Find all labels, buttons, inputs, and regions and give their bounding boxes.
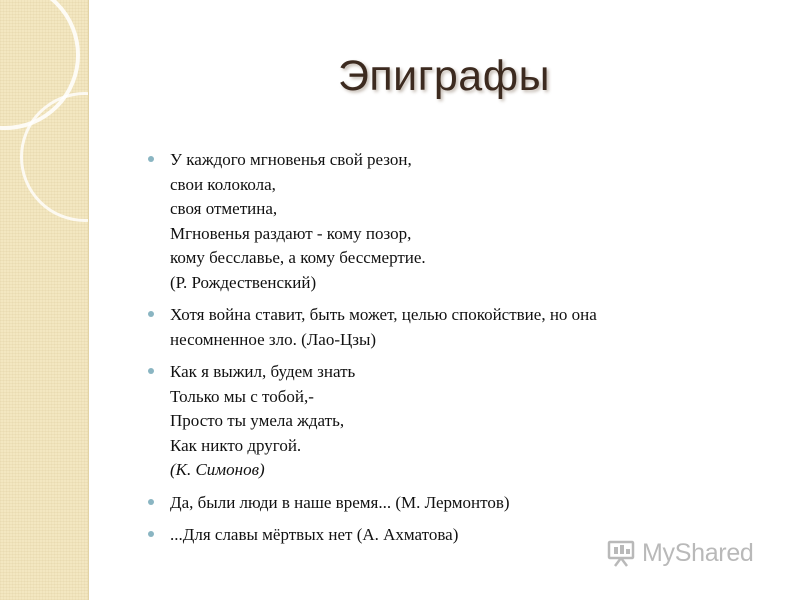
- quote-author: (Р. Рождественский): [170, 272, 317, 292]
- decorative-sidebar: [0, 0, 89, 600]
- bullet-dot-icon: [148, 531, 154, 537]
- quote-line: Хотя война ставит, быть может, целью спокойствие, но она: [170, 305, 597, 324]
- epigraph-item-simonov: [148, 360, 758, 483]
- quote-line: Как никто другой.: [170, 435, 302, 455]
- presentation-board-icon: [606, 538, 636, 568]
- quote-line: Только мы с тобой,-: [170, 386, 314, 406]
- slide-title: Эпиграфы: [337, 52, 550, 100]
- epigraph-item-rozhdestvensky: [148, 148, 758, 295]
- bullet-dot-icon: [148, 499, 154, 505]
- quote-line: Как я выжил, будем знать: [170, 362, 356, 381]
- epigraph-item-lermontov: [148, 491, 758, 516]
- epigraph-list: [148, 148, 758, 556]
- bullet-dot-icon: [148, 368, 154, 374]
- myshared-watermark[interactable]: [606, 536, 764, 570]
- quote-line: Мгновенья раздают - кому позор,: [170, 223, 412, 243]
- epigraph-item-lao-tzu: [148, 303, 758, 352]
- bullet-dot-icon: [148, 311, 154, 317]
- bullet-dot-icon: [148, 156, 154, 162]
- quote-line: Да, были люди в наше время... (М. Лермонтов): [170, 492, 510, 512]
- quote-line: несомненное зло. (Лао-Цзы): [170, 329, 377, 349]
- watermark-label: MyShared: [642, 538, 754, 567]
- quote-line: ...Для славы мёртвых нет (А. Ахматова): [170, 525, 459, 544]
- quote-line: свои колокола,: [170, 174, 276, 194]
- quote-line: У каждого мгновенья свой резон,: [170, 150, 412, 169]
- quote-author: (К. Симонов): [170, 460, 265, 479]
- quote-line: своя отметина,: [170, 199, 278, 218]
- quote-line: Просто ты умела ждать,: [170, 411, 345, 430]
- quote-line: кому бесславье, а кому бессмертие.: [170, 248, 426, 267]
